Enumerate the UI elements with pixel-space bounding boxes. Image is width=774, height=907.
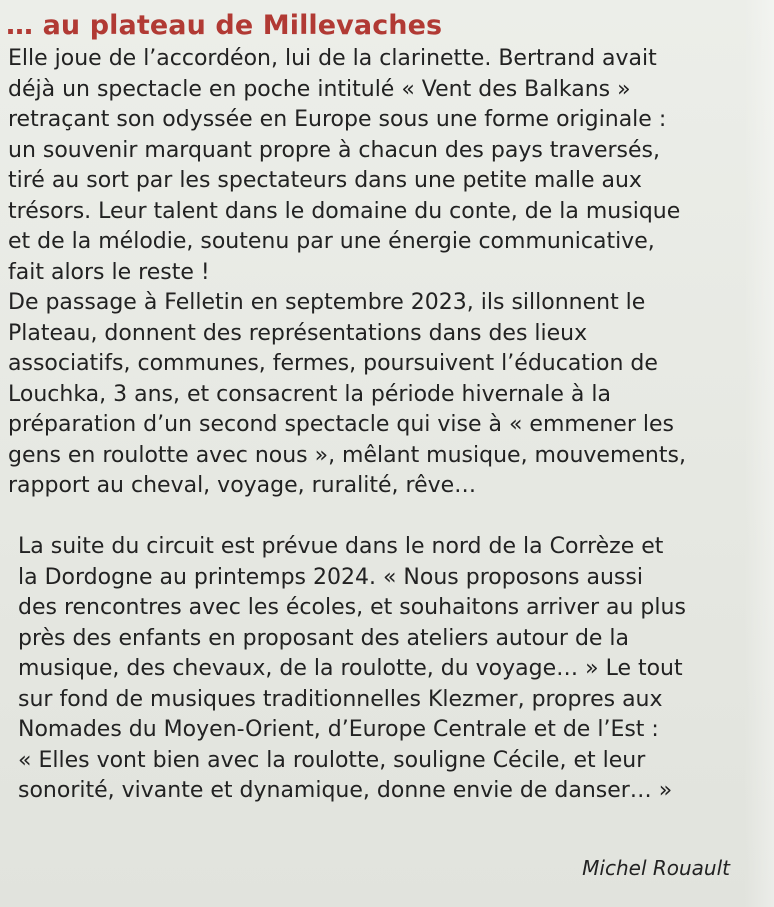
article-body: [8, 44, 748, 807]
paragraph-2: De passage à Felletin en septembre 2023, ils sillonnent le Plateau, donnent des représentations dans des lieux associatifs, communes, fermes, poursuivent l’éducation de Louchka, 3 ans, et consacrent la période hivernale à la préparation d’un second spectacle qui vise à « emmener les gens en roulotte avec nous », mêlant musique, mouvements, rapport au cheval, voyage, ruralité, rêve…: [8, 290, 686, 498]
article-title: … au plateau de Millevaches: [6, 10, 443, 41]
paragraph-3: La suite du circuit est prévue dans le nord de la Corrèze et la Dordogne au printemps 2024. « Nous proposons aussi des rencontres avec les écoles, et souhaitons arriver au plus près des enfants en proposant des ateliers autour de la musique, des chevaux, de la roulotte, du voyage… » Le tout sur fond de musiques traditionnelles Klezmer, propres aux Nomades du Moyen-Orient, d’Europe Centrale et de l’Est : « Elles vont bien avec la roulotte, souligne Cécile, et leur sonorité, vivante et dynamique, donne envie de danser… »: [18, 534, 686, 803]
paragraph-1: Elle joue de l’accordéon, lui de la clarinette. Bertrand avait déjà un spectacle en poche intitulé « Vent des Balkans » retraçant son odyssée en Europe sous une forme originale : un souvenir marquant propre à chacun des pays traversés, tiré au sort par les spectateurs dans une petite malle aux trésors. Leur talent dans le domaine du conte, de la musique et de la mélodie, soutenu par une énergie communicative, fait alors le reste !: [8, 46, 681, 285]
author-signature: Michel Rouault: [582, 856, 730, 880]
page-edge-glare: [744, 0, 774, 907]
